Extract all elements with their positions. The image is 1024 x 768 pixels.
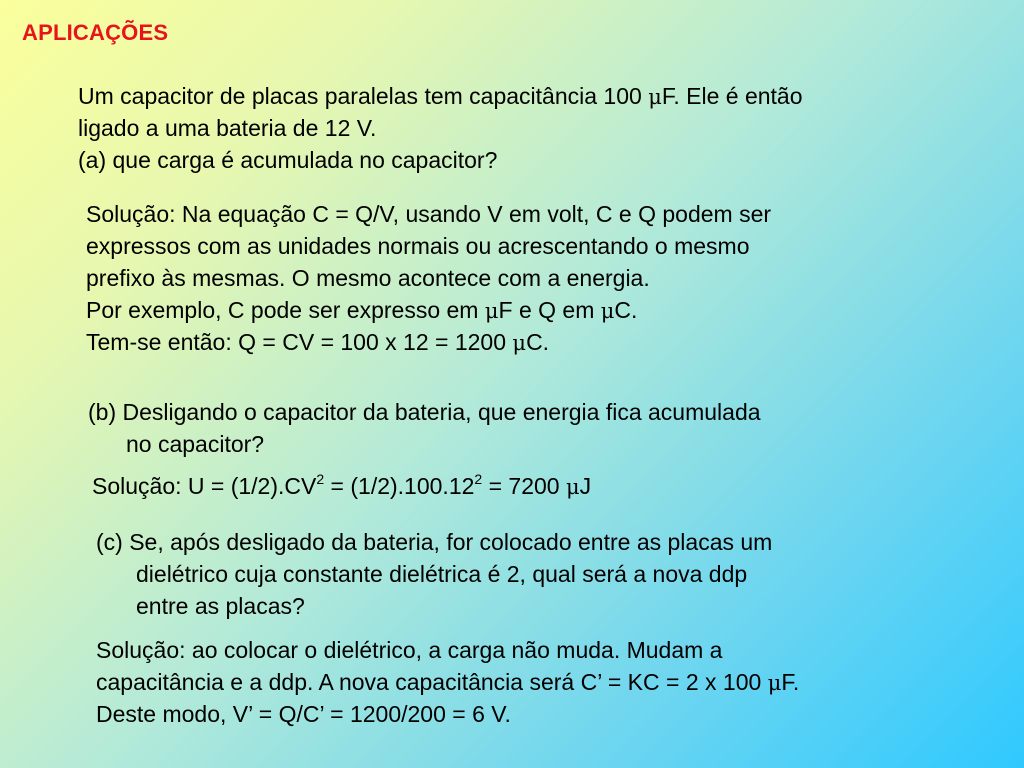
- problem-line-1-text: Um capacitor de placas paralelas tem capacitância 100: [78, 83, 649, 109]
- solution-a-line-5-text: Tem-se então: Q = CV = 100 x 12 = 1200: [86, 329, 513, 355]
- solution-b-text-result: = 7200: [482, 473, 566, 499]
- exponent: 2: [474, 471, 483, 488]
- question-c-line-2: dielétrico cuja constante dielétrica é 2, qual será a nova ddp: [136, 561, 748, 587]
- solution-c-line-1: Solução: ao colocar o dielétrico, a carga não muda. Mudam a: [96, 637, 723, 663]
- solution-b: [92, 470, 591, 502]
- solution-a-line-4-text-end: C.: [614, 297, 638, 323]
- solution-a-line-4-text: Por exemplo, C pode ser expresso em: [86, 297, 485, 323]
- question-b: [88, 396, 761, 460]
- solution-a-line-2: expressos com as unidades normais ou acrescentando o mesmo: [86, 233, 750, 259]
- problem-statement: [78, 80, 803, 176]
- question-a: (a) que carga é acumulada no capacitor?: [78, 147, 498, 173]
- problem-line-1: [78, 80, 803, 112]
- micro-symbol: μ: [600, 299, 615, 323]
- micro-symbol: μ: [767, 671, 782, 695]
- solution-c: [96, 634, 799, 730]
- problem-line-2: ligado a uma bateria de 12 V.: [78, 115, 377, 141]
- solution-c-line-2-text-end: F.: [781, 669, 800, 695]
- micro-symbol: μ: [565, 475, 580, 499]
- solution-c-line-2: [96, 666, 799, 698]
- solution-c-line-2-text: capacitância e a ddp. A nova capacitância será C’ = KC = 2 x 100: [96, 669, 768, 695]
- question-b-line-2: no capacitor?: [126, 431, 265, 457]
- micro-symbol: μ: [512, 331, 527, 355]
- solution-b-text: Solução: U = (1/2).CV: [92, 473, 317, 499]
- solution-a-line-5: [86, 326, 771, 358]
- micro-symbol: μ: [484, 299, 499, 323]
- solution-b-text-mid: = (1/2).100.12: [324, 473, 475, 499]
- solution-c-line-3: Deste modo, V’ = Q/C’ = 1200/200 = 6 V.: [96, 701, 511, 727]
- question-b-line-1: (b) Desligando o capacitor da bateria, que energia fica acumulada: [88, 399, 761, 425]
- exponent: 2: [316, 471, 325, 488]
- question-c: [96, 526, 772, 622]
- micro-symbol: μ: [648, 85, 662, 109]
- problem-line-1-text-end: F. Ele é então: [661, 83, 803, 109]
- solution-a-line-3: prefixo às mesmas. O mesmo acontece com a energia.: [86, 265, 650, 291]
- slide-title: APLICAÇÕES: [22, 20, 169, 45]
- solution-a: [86, 198, 771, 358]
- solution-b-unit: J: [579, 473, 592, 499]
- solution-a-line-5-text-end: C.: [526, 329, 550, 355]
- solution-b-line: [92, 470, 591, 502]
- question-c-line-1: (c) Se, após desligado da bateria, for colocado entre as placas um: [96, 529, 773, 555]
- question-c-line-3: entre as placas?: [136, 593, 305, 619]
- solution-a-line-4: [86, 294, 771, 326]
- solution-a-line-1: Solução: Na equação C = Q/V, usando V em volt, C e Q podem ser: [86, 201, 772, 227]
- solution-a-line-4-text-mid: F e Q em: [498, 297, 601, 323]
